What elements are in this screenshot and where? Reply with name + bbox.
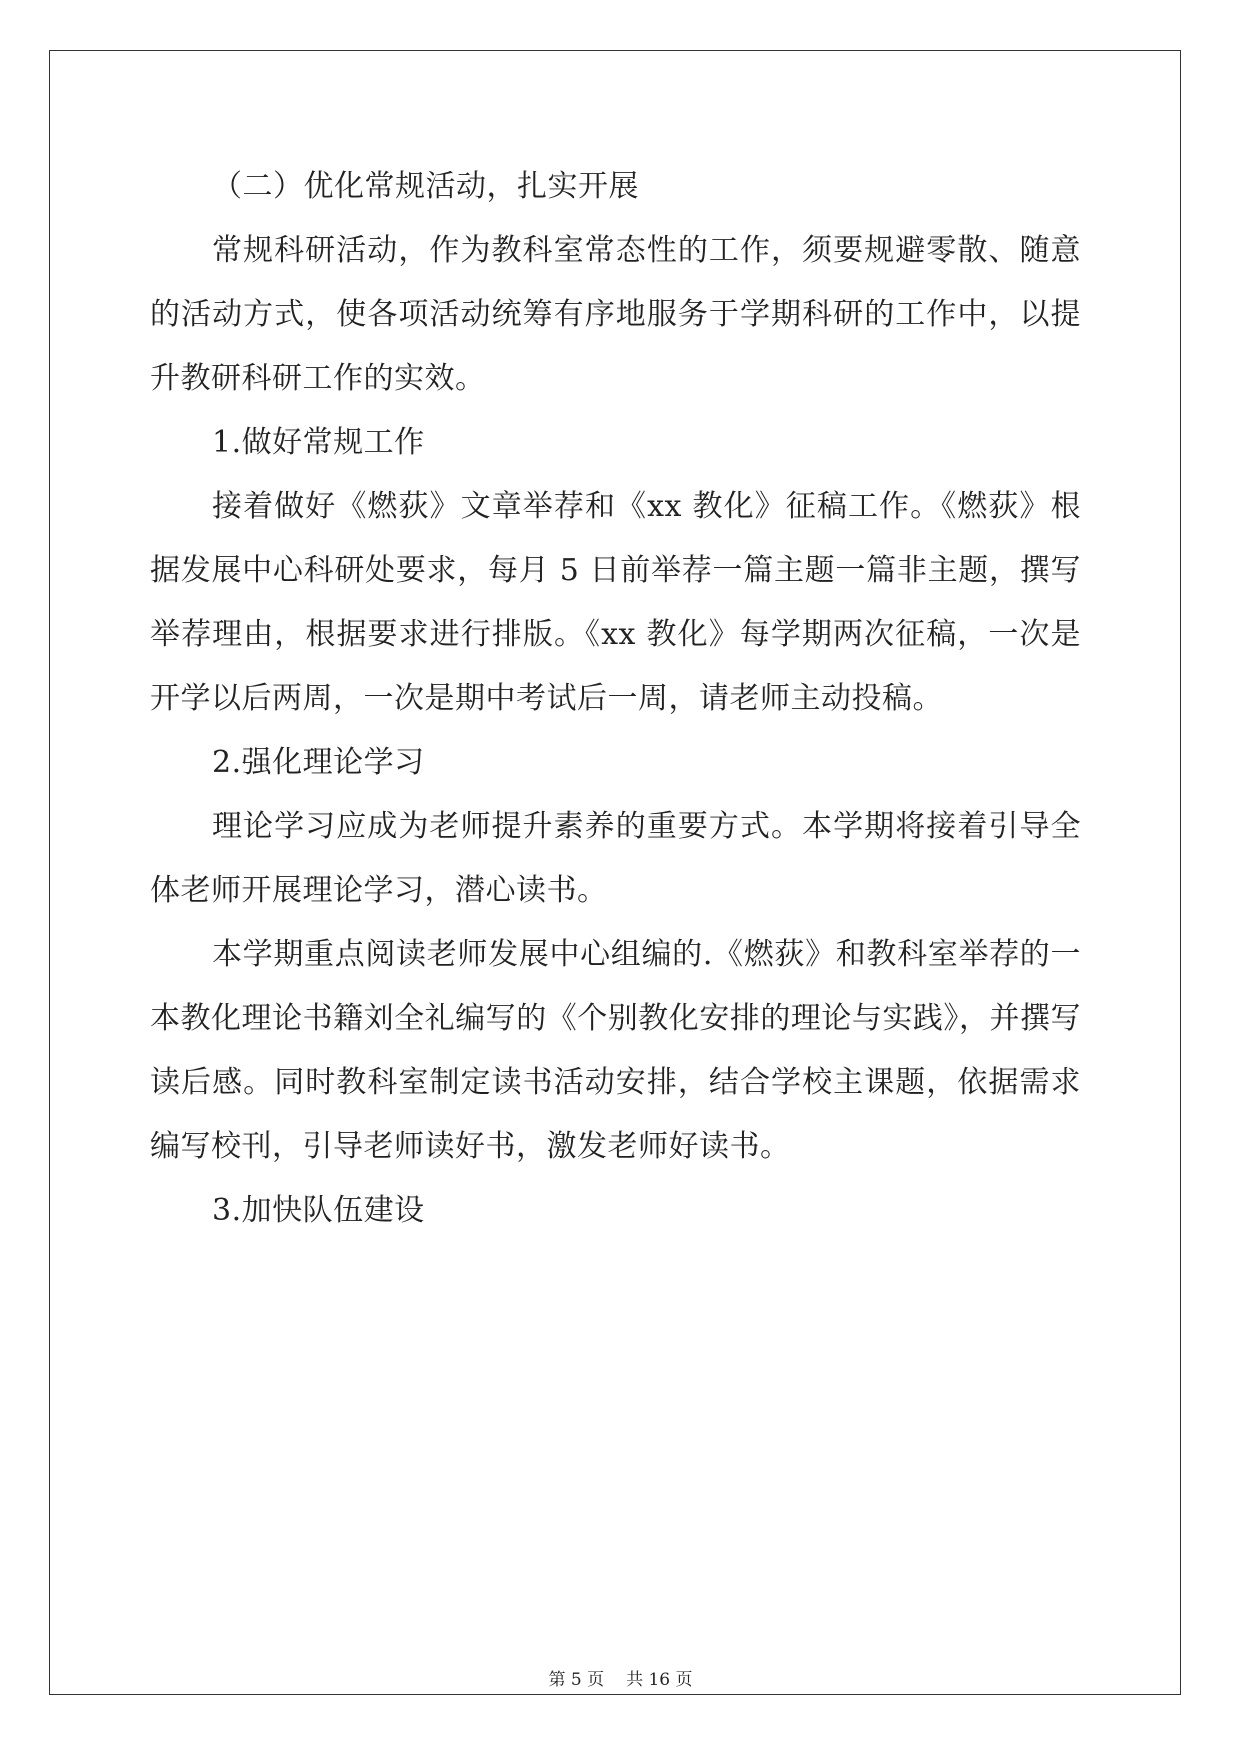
paragraph-line: 据发展中心科研处要求，每月 5 日前举荐一篇主题一篇非主题，撰写 xyxy=(150,553,1081,588)
paragraph-line: 本学期重点阅读老师发展中心组编的.《燃荻》和教科室举荐的一 xyxy=(212,937,1081,972)
page-total: 共 16 页 xyxy=(626,1670,693,1690)
section-heading: （二）优化常规活动，扎实开展 xyxy=(212,169,639,204)
subsection-heading: 3.加快队伍建设 xyxy=(212,1193,425,1228)
document-body xyxy=(150,155,1081,1243)
paragraph-line: 本教化理论书籍刘全礼编写的《个别教化安排的理论与实践》，并撰写 xyxy=(150,1001,1081,1036)
paragraph-line: 理论学习应成为老师提升素养的重要方式。本学期将接着引导全 xyxy=(212,809,1081,844)
page-number: 第 5 页 xyxy=(548,1670,605,1690)
paragraph-line: 读后感。同时教科室制定读书活动安排，结合学校主课题，依据需求 xyxy=(150,1065,1081,1100)
subsection-heading: 1.做好常规工作 xyxy=(212,425,425,460)
page-footer xyxy=(0,1665,1241,1690)
paragraph-line: 编写校刊，引导老师读好书，激发老师好读书。 xyxy=(150,1129,791,1164)
paragraph-line: 体老师开展理论学习，潜心读书。 xyxy=(150,873,608,908)
paragraph-line: 升教研科研工作的实效。 xyxy=(150,361,486,396)
paragraph-line: 接着做好《燃荻》文章举荐和《xx 教化》征稿工作。《燃荻》根 xyxy=(212,489,1081,524)
subsection-heading: 2.强化理论学习 xyxy=(212,745,425,780)
paragraph-line: 开学以后两周，一次是期中考试后一周，请老师主动投稿。 xyxy=(150,681,943,716)
paragraph-line: 常规科研活动，作为教科室常态性的工作，须要规避零散、随意 xyxy=(212,233,1081,268)
paragraph-line: 举荐理由，根据要求进行排版。《xx 教化》每学期两次征稿，一次是 xyxy=(150,617,1081,652)
paragraph-line: 的活动方式，使各项活动统筹有序地服务于学期科研的工作中，以提 xyxy=(150,297,1081,332)
